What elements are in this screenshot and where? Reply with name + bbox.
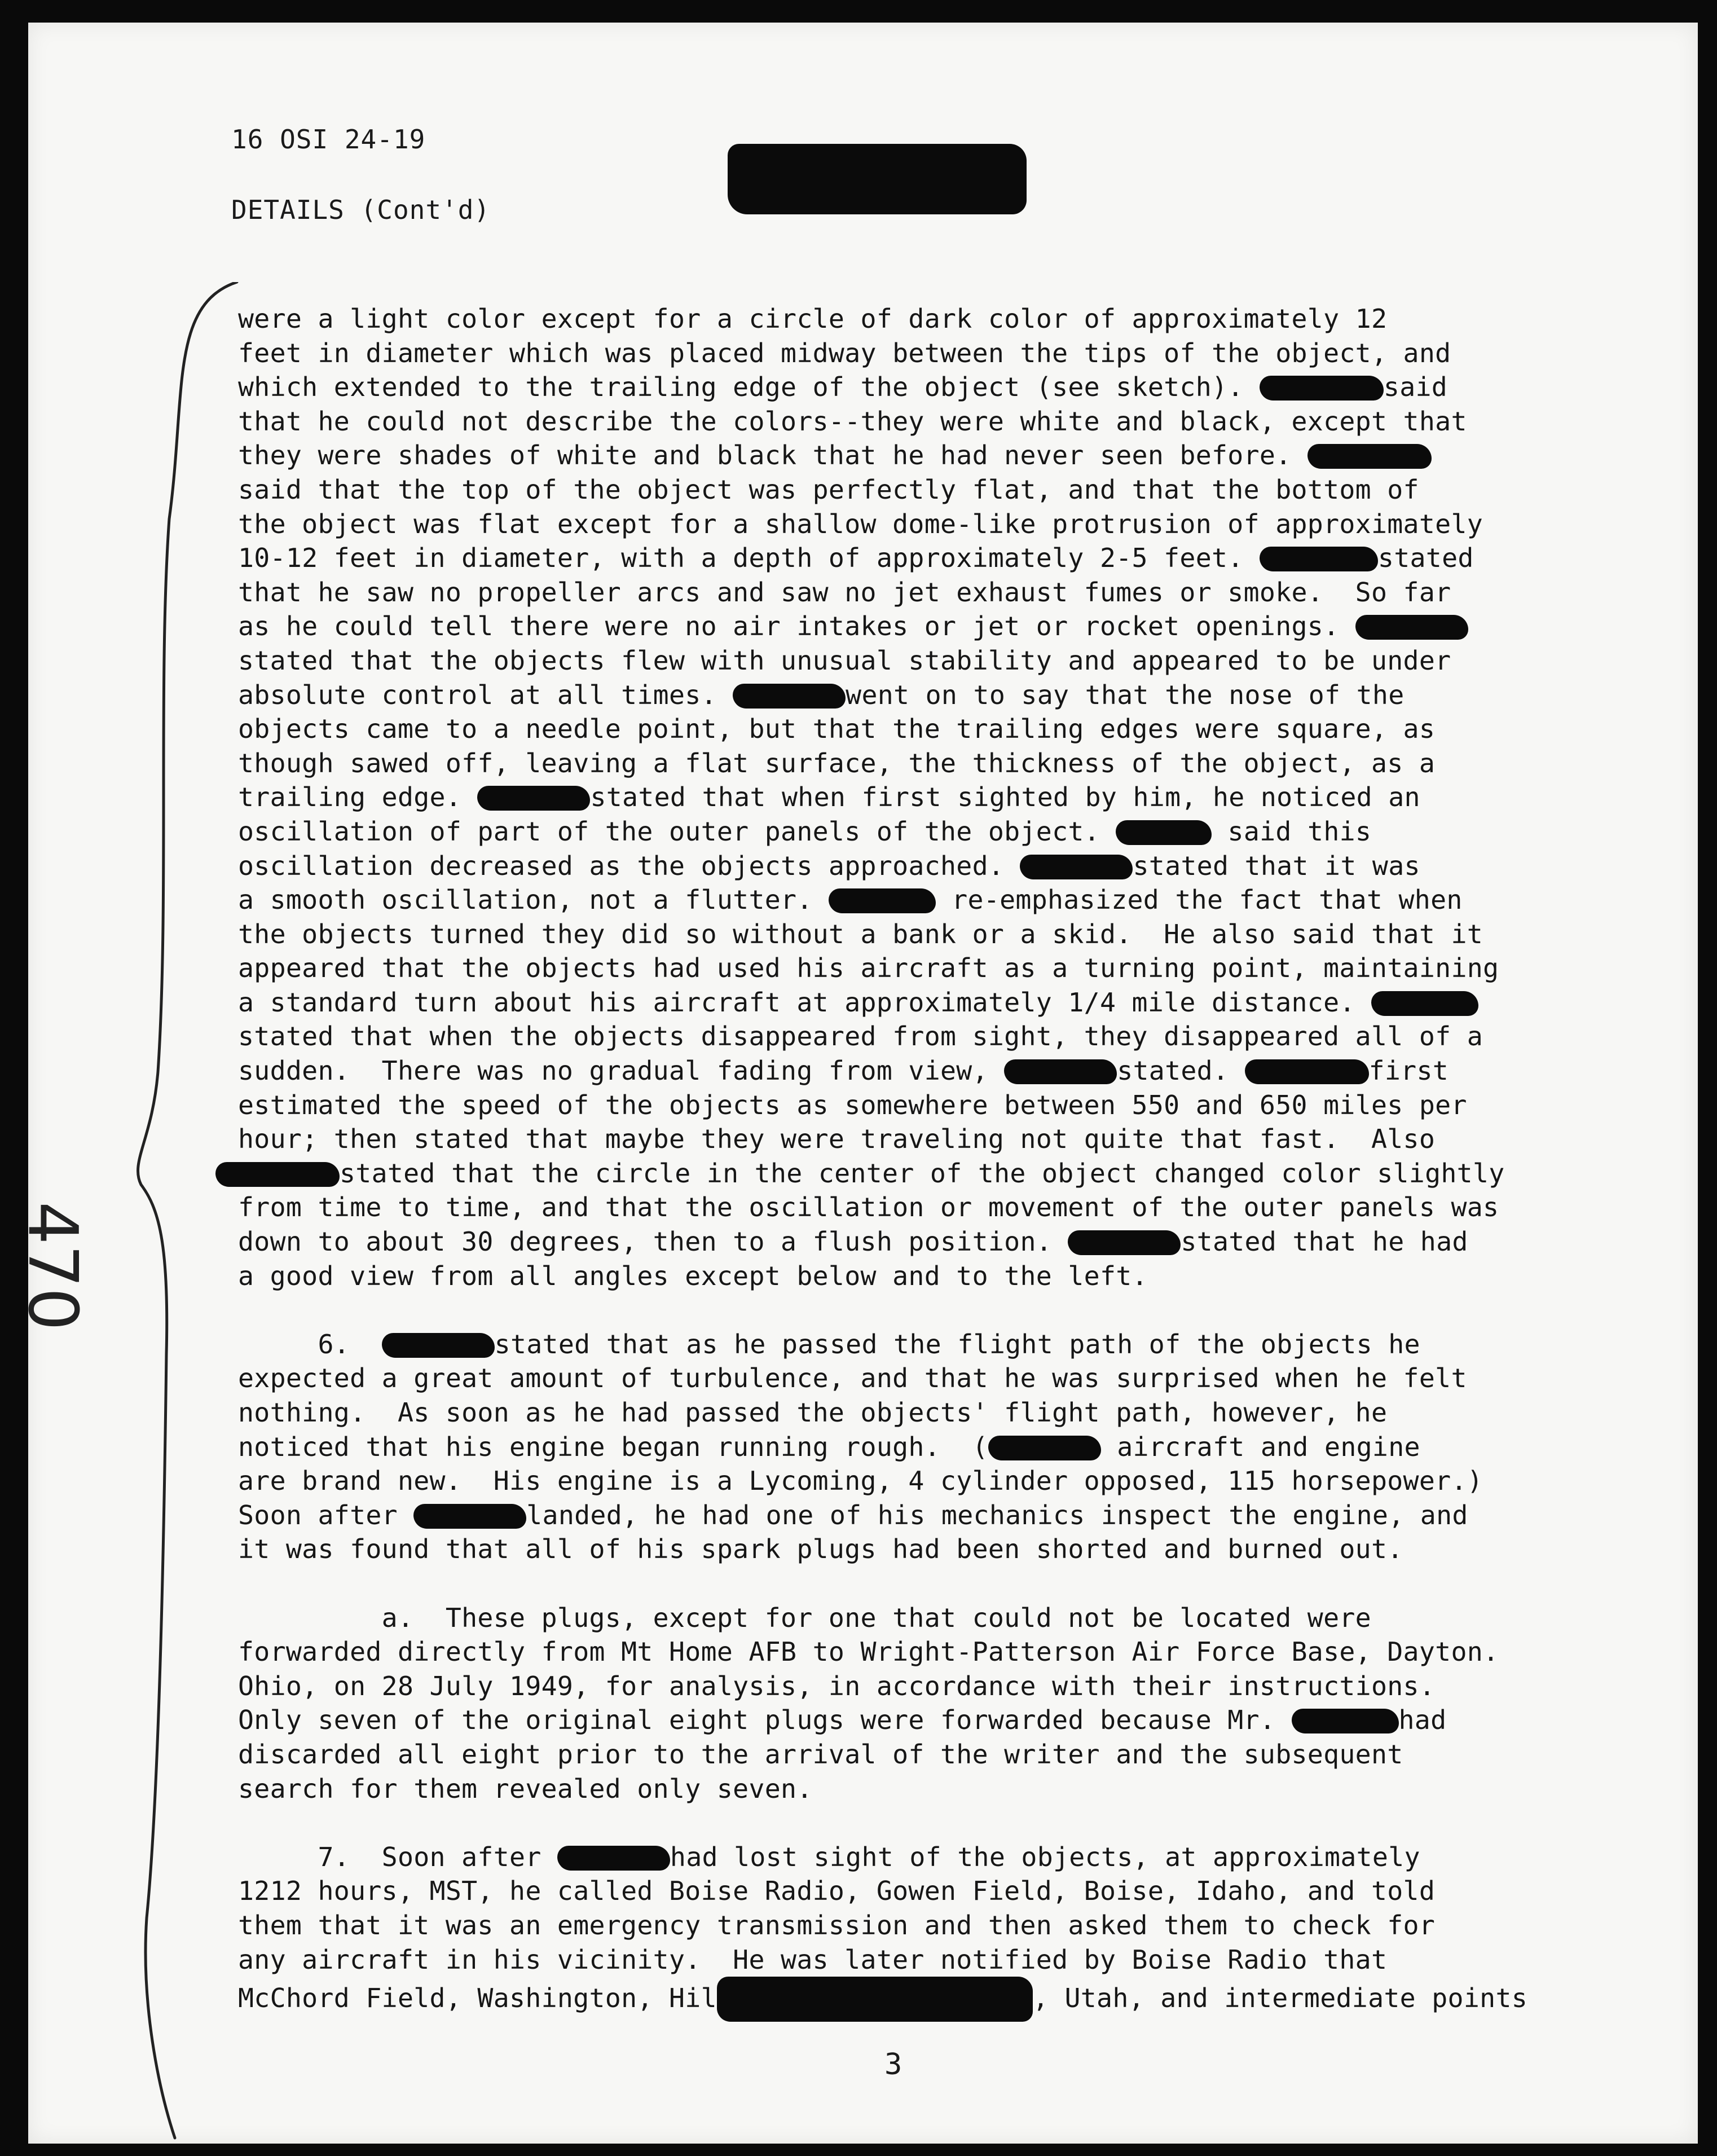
redaction [1355,615,1468,640]
file-number: 16 OSI 24-19 [231,124,426,155]
redaction [1260,547,1378,571]
redaction [1292,1709,1399,1733]
document-page [13,23,1698,2144]
page-number: 3 [884,2048,902,2082]
line: oscillation decreased as the objects approached. [238,850,1020,881]
redaction [477,786,590,811]
line-fragment: landed, he had one of his mechanics inspect the engine, and [526,1499,1468,1530]
redaction [1371,991,1478,1016]
line: Ohio, on 28 July 1949, for analysis, in accordance with their instructions. [238,1670,1436,1701]
line: 1212 hours, MST, he called Boise Radio, Gowen Field, Boise, Idaho, and told [238,1876,1436,1907]
line: estimated the speed of the objects as somewhere between 550 and 650 miles per [238,1089,1467,1120]
line-fragment: stated that as he passed the flight path of the objects he [494,1328,1420,1359]
line: were a light color except for a circle of dark color of approximately 12 [238,303,1388,334]
line-fragment: had [1398,1705,1447,1736]
line: from time to time, and that the oscillation or movement of the outer panels was [238,1192,1499,1223]
line: oscillation of part of the outer panels of the object. [238,816,1116,847]
redaction [1307,444,1432,469]
line-fragment: re-emphasized the fact that when [952,885,1463,916]
redaction [717,1977,1033,2022]
line: Only seven of the original eight plugs were forwarded because Mr. [238,1705,1292,1736]
line: stated that the objects flew with unusual stability and appeared to be under [238,645,1451,676]
line: feet in diameter which was placed midway between the tips of the object, and [238,337,1451,368]
line: search for them revealed only seven. [238,1773,813,1804]
line: the objects turned they did so without a bank or a skid. He also said that it [238,918,1483,949]
redaction [1020,855,1133,879]
line: though sawed off, leaving a flat surface, the thickness of the object, as a [238,747,1436,778]
redaction [382,1333,495,1358]
line: sudden. There was no gradual fading from view, [238,1055,1005,1086]
redaction [1245,1059,1369,1084]
line: them that it was an emergency transmission and then asked them to check for [238,1909,1436,1941]
redaction [1068,1230,1181,1255]
line-fragment: stated that it was [1133,850,1420,881]
line: down to about 30 degrees, then to a flush position. [238,1226,1068,1257]
line-fragment: said this [1227,816,1372,847]
line-fragment: had lost sight of the objects, at approximately [670,1841,1420,1872]
redaction [215,1162,340,1187]
line: McChord Field, Washington, Hil [238,1983,717,2014]
line: a standard turn about his aircraft at approximately 1/4 mile distance. [238,987,1371,1018]
line: expected a great amount of turbulence, and that he was surprised when he felt [238,1363,1467,1394]
line-fragment: went on to say that the nose of the [846,679,1405,710]
line: that he could not describe the colors--they were white and black, except that [238,406,1467,437]
line: stated that when the objects disappeared from sight, they disappeared all of a [238,1021,1483,1052]
line-fragment: , Utah, and intermediate points [1032,1983,1528,2014]
line: forwarded directly from Mt Home AFB to Wright-Patterson Air Force Base, Dayton. [238,1636,1499,1667]
line-fragment: aircraft and engine [1117,1431,1420,1462]
redaction [733,684,846,709]
redaction [829,888,936,913]
line: a smooth oscillation, not a flutter. [238,885,829,916]
line: a good view from all angles except below and to the left. [238,1260,1148,1291]
line: 10-12 feet in diameter, with a depth of approximately 2-5 feet. [238,543,1260,574]
line: that he saw no propeller arcs and saw no jet exhaust fumes or smoke. So far [238,577,1451,608]
section-heading: DETAILS (Cont'd) [231,195,491,225]
line: noticed that his engine began running rough. ( [238,1431,988,1462]
line: the object was flat except for a shallow dome-like protrusion of approximately [238,508,1483,539]
line-fragment: stated [1377,543,1474,574]
redaction [413,1504,526,1529]
redaction [1260,376,1384,401]
line: said that the top of the object was perfectly flat, and that the bottom of [238,474,1419,505]
line: trailing edge. [238,782,478,813]
line: any aircraft in his vicinity. He was later notified by Boise Radio that [238,1944,1388,1975]
line-fragment: stated that he had [1181,1226,1468,1257]
line-fragment: stated that when first sighted by him, he noticed an [590,782,1420,813]
line: which extended to the trailing edge of the object (see sketch). [238,372,1260,403]
line: Soon after [238,1499,414,1530]
redaction [1004,1059,1117,1084]
redaction [988,1436,1101,1460]
line: a. These plugs, except for one that could not be located were [238,1602,1371,1633]
redaction [557,1846,670,1871]
line: it was found that all of his spark plugs had been shorted and burned out. [238,1534,1403,1565]
line: are brand new. His engine is a Lycoming, 4 cylinder opposed, 115 horsepower.) [238,1466,1483,1497]
line-fragment: stated. [1117,1055,1229,1086]
line: discarded all eight prior to the arrival of the writer and the subsequent [238,1739,1403,1770]
line: as he could tell there were no air intakes or jet or rocket openings. [238,611,1355,642]
redaction-header [728,144,1027,214]
redaction [1116,820,1212,845]
line: objects came to a needle point, but that the trailing edges were square, as [238,714,1436,745]
line: absolute control at all times. [238,679,733,710]
line: hour; then stated that maybe they were traveling not quite that fast. Also [238,1124,1436,1155]
margin-handwritten-note: 470 [13,1202,91,1331]
line: they were shades of white and black that he had never seen before. [238,440,1307,471]
line: appeared that the objects had used his aircraft as a turning point, maintaining [238,953,1499,984]
line: 6. [238,1328,382,1359]
line-fragment: first [1368,1055,1449,1086]
line-fragment: said [1383,372,1448,403]
line: nothing. As soon as he had passed the objects' flight path, however, he [238,1397,1388,1428]
line: 7. Soon after [238,1841,557,1872]
line: stated that the circle in the center of the object changed color slightly [340,1158,1505,1189]
document-body [238,302,1603,2022]
